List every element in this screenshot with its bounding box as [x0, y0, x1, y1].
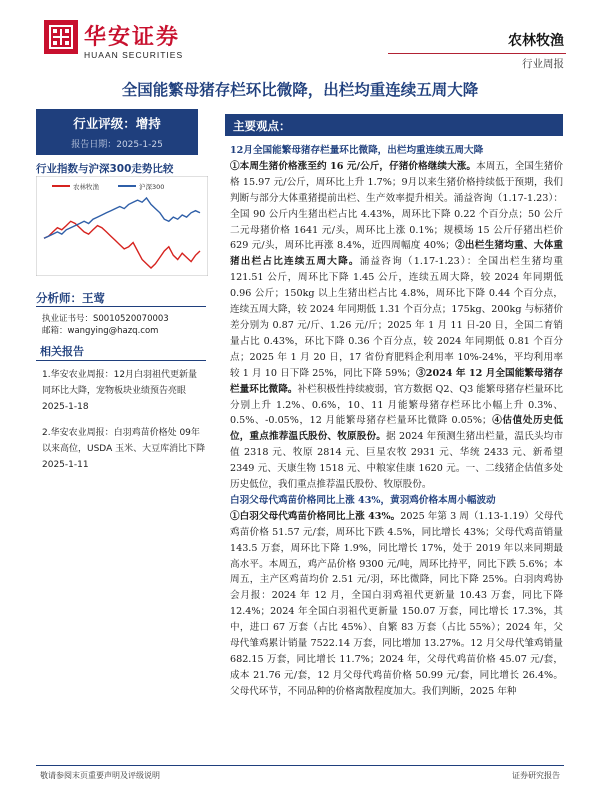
report-date-line — [36, 137, 198, 150]
related-report-item[interactable]: 2.华安农业周报：白羽鸡苗价格处 09年以来高位，USDA 玉米、大豆库消比下降 2025-1-11 — [42, 428, 206, 470]
report-type-label: 行业周报 — [522, 58, 564, 70]
logo-mark-icon — [44, 20, 78, 54]
point-4-text: 据 2024 年预测生猪出栏量，温氏头均市值 2318 元、牧原 2814 元、巨星农牧 2931 元、华统 2433 元、新希望 2349 元、天康生物 1518 元、中粮家佳康 1620 元。一、二线猪企估值多处历史低位，我们重点推荐温氏股份、牧原股份。 — [230, 431, 564, 491]
footer-disclaimer: 敬请参阅末页重要声明及评级说明 — [40, 771, 160, 780]
chart-title: 行业指数与沪深300走势比较 — [36, 163, 174, 175]
header-divider — [388, 53, 566, 54]
related-report-item[interactable]: 1.华安农业周报：12月白羽祖代更新量同环比大降，宠物板块业绩预告亮眼 2025-1-18 — [42, 370, 198, 412]
analyst-heading — [36, 290, 105, 306]
point-4-lead: ④估值处历史低位，重点推荐温氏股份、牧原股份。 — [230, 415, 563, 443]
paragraph-hog — [230, 159, 563, 493]
point-3-lead: ③2024 年 12 月全国能繁母猪存栏量环比微降。 — [230, 367, 563, 395]
analyst-name: 王莺 — [82, 291, 105, 305]
main-points-label: 主要观点： — [233, 119, 291, 133]
rating-line — [36, 114, 198, 132]
point-2-lead: ②出栏生猪均重、大体重猪出栏占比连续五周大降。 — [230, 240, 564, 268]
report-date-label: 报告日期： — [71, 140, 117, 150]
related-reports-list — [42, 367, 206, 483]
related-divider — [36, 360, 206, 361]
industry-label: 农林牧渔 — [508, 33, 564, 49]
analyst-divider — [36, 306, 206, 307]
section-heading-hog: 12月全国能繁母猪存栏量环比微降，出栏均重连续五周大降 — [230, 145, 484, 156]
point-1-text: 本周五，全国生猪价格 15.97 元/公斤，周环比上升 1.7%；9月以来生猪价格持续低于预期，我们判断与部分大体重猪提前出栏、生产效率提升相关。涌益咨询（1.17-1.23）：全国 90 公斤内生猪出栏占比 4.43%，周环比下降 0.22 个百分点；50 公斤二元母猪价格 1641 元/头，周环比上涨 0.1%；规模场 15 公斤仔猪出栏价 629 元/头，周环比再涨 8.4%，近四周幅度 40%； — [230, 160, 563, 252]
rating-value: 增持 — [135, 116, 161, 131]
legend-label-1: 农林牧渔 — [73, 183, 99, 191]
point-5-lead: ①白羽父母代鸡苗价格同比上涨 43%。 — [230, 510, 401, 522]
point-3-text: 补栏积极性持续疲弱，官方数据 Q2、Q3 能繁母猪存栏量环比分别上升 1.2%、0.6%，10、11 月能繁母猪存栏环比小幅上升 0.3%、0.5%、-0.05%，12 月能繁母猪存栏量环比微降 0.05%； — [230, 383, 563, 427]
footer-report-label: 证券研究报告 — [512, 771, 560, 780]
point-5-text: 2025 年第 3 周（1.13-1.19）父母代鸡苗价格 51.57 元/套，周环比下跌 4.5%，同比增长 43%；父母代鸡苗销量 143.5 万套，周环比下降 1.9%，同比增长 17%，处于 2019 年以来同期最高水平。本周五，鸡产品价格 9300 元/吨，周环比持平，同比下跌 5.6%；本周五，主产区鸡苗均价 2.51 元/羽，环比微降，同比下降 25%。白羽肉鸡协会月报：2024 年 12 月，全国白羽鸡祖代更新量 10.43 万套，同比下降 12.4%；2024 年全国白羽祖代更新量 150.07 万套，同比增长 17.3%，其中，进口 67 万套（占比 45%）、自繁 83 万套（占比 55%）；2024 年，父母代雏鸡累计销量 7522.14 万套，同比增加 13.27%。12 月父母代雏鸡销量 682.15 万套，同比增长 11.7%；2024 年，父母代鸡苗价格 45.07 元/套，成本 21.76 元/套，12 月父母代鸡苗价格 50.99 元/套，同比增长 26.4%。父母代环节，不同品种的价格离散程度加大。我们判断，2025 年种 — [230, 510, 563, 697]
legend-label-2: 沪深300 — [139, 183, 165, 191]
company-logo — [44, 20, 194, 66]
point-1-lead: ①本周生猪价格涨至约 16 元/公斤，仔猪价格继续大涨。 — [230, 160, 477, 172]
analyst-heading-label: 分析师： — [36, 291, 82, 305]
report-title: 全国能繁母猪存栏环比微降，出栏均重连续五周大降 — [121, 81, 479, 99]
analyst-cert: 执业证书号：S0010520070003 — [42, 314, 169, 324]
rating-label: 行业评级： — [73, 116, 136, 131]
section-heading-poultry: 白羽父母代鸡苗价格同比上涨 43%，黄羽鸡价格本周小幅波动 — [230, 494, 496, 506]
point-2-text: 涌益咨询（1.17-1.23）：全国出栏生猪均重 121.51 公斤，周环比下降 1.45 公斤，连续五周大降，较 2024 年同期低 0.96 公斤；150kg 以上生猪出栏占比 4.8%，周环比下降 0.44 个百分点，连续五周大降，较 2024 年同期低 1.31 个百分点；175kg、200kg 与标猪价差分别为 0.87 元/斤、1.26 元/斤；2025 年 1 月 11 日-20 日，全国二育销量占比 0.43%，环比下降 0.36 个百分点，较 2024 年同期低 0.81 个百分点；2025 年 1 月 20 日，17 省份育肥料企利用率 10%-24%，平均利用率较 1 月 10 日下降 25%，同比下降 59%； — [230, 256, 563, 379]
report-date: 2025-1-25 — [116, 140, 163, 150]
chart-frame — [36, 176, 208, 276]
rating-box — [36, 109, 198, 155]
analyst-email[interactable]: 邮箱：wangying@hazq.com — [42, 326, 159, 336]
logo-text-en: HUAAN SECURITIES — [84, 50, 184, 60]
logo-text-cn: 华安证券 — [84, 24, 181, 50]
paragraph-poultry — [230, 509, 563, 700]
chart-svg — [36, 176, 208, 276]
index-comparison-chart — [36, 176, 208, 276]
footer-divider — [36, 765, 564, 766]
main-points-body — [230, 143, 563, 700]
main-points-header — [225, 114, 563, 136]
related-reports-heading: 相关报告 — [40, 345, 84, 358]
